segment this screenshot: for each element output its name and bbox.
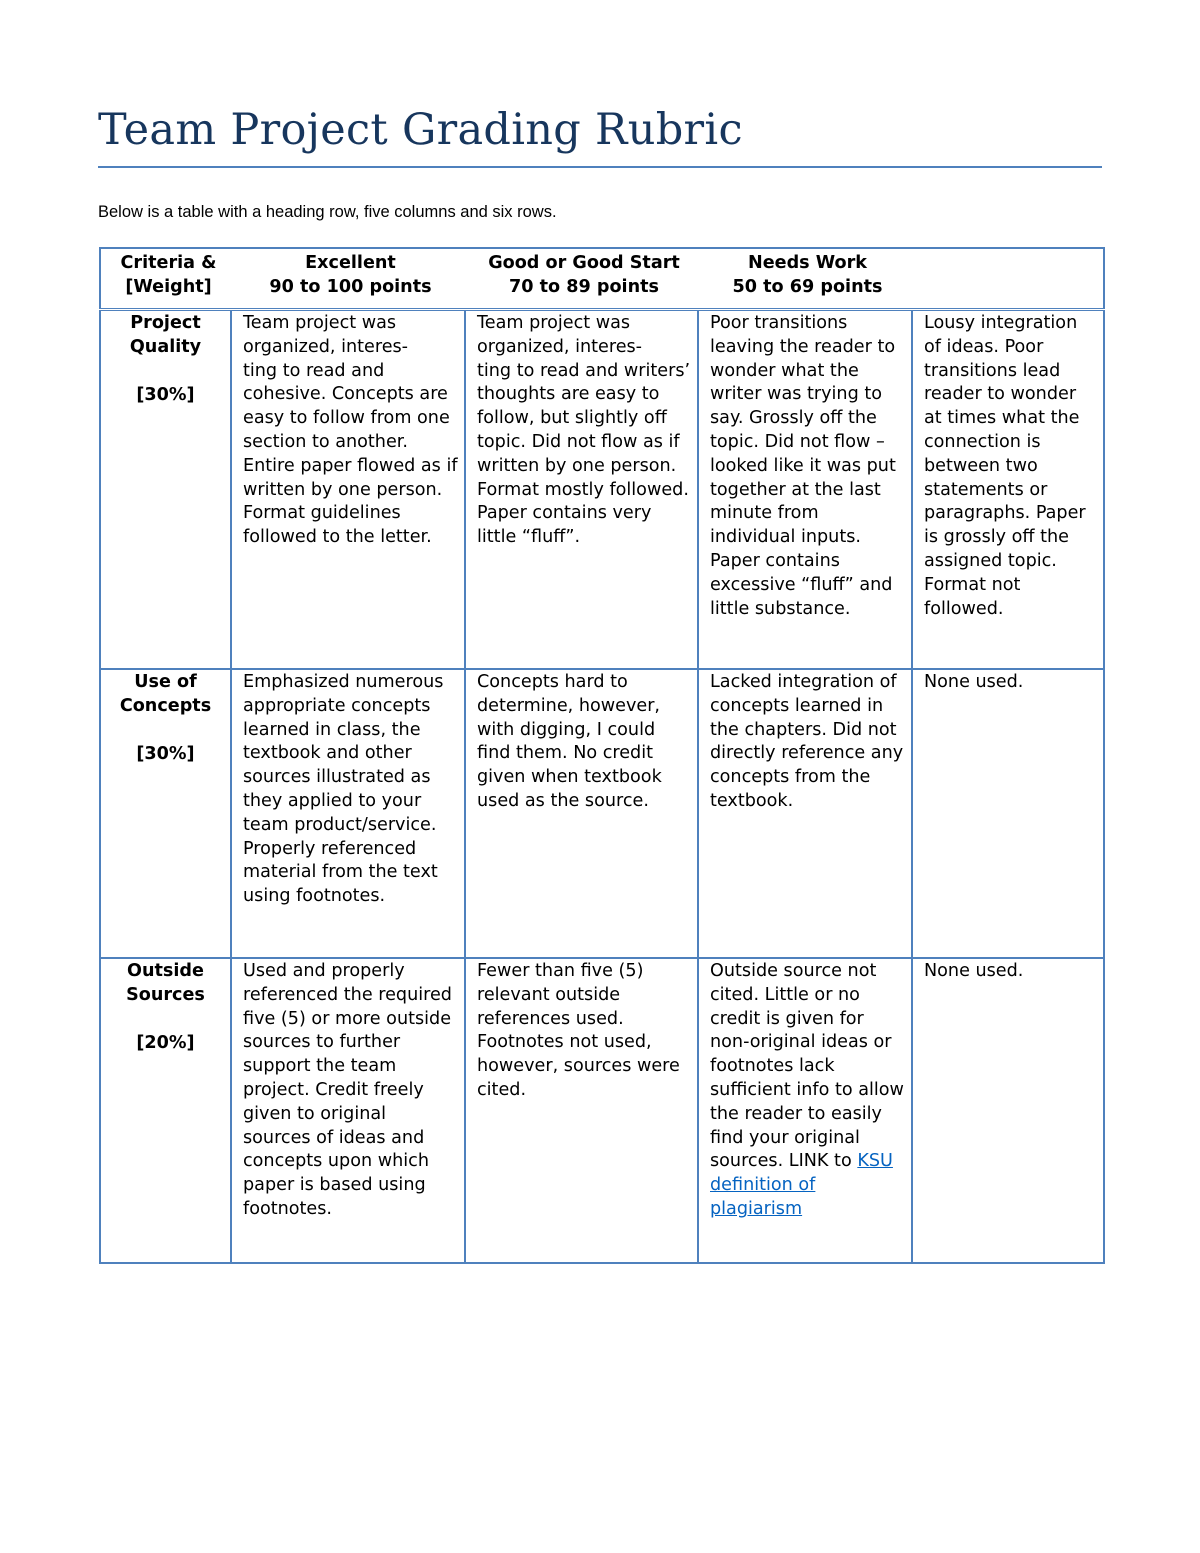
- poor-cell: None used.: [912, 669, 1104, 958]
- criteria-weight: [30%]: [136, 384, 195, 405]
- header-good-points: 70 to 89 points: [509, 276, 659, 297]
- ksu-plagiarism-link[interactable]: KSU definition of plagiarism: [710, 1151, 893, 1219]
- title-divider: [98, 166, 1102, 168]
- header-row: [100, 248, 1104, 310]
- header-excellent-label: Excellent: [305, 253, 396, 273]
- table-row: [100, 310, 1104, 670]
- excellent-cell: Team project was organized, interes- ting to read and cohesive. Concepts are easy to follow from one section to another. Entire paper flowed as if written by one person. Format guidelines followed to the letter.: [231, 310, 465, 670]
- criteria-name: Project Quality: [129, 313, 202, 357]
- needs-work-cell: Lacked integration of concepts learned in the chapters. Did not directly reference any concepts from the textbook.: [698, 669, 912, 958]
- header-criteria-line2: [Weight]: [125, 276, 212, 297]
- criteria-name: Use of Concepts: [119, 672, 212, 716]
- poor-cell: None used.: [912, 958, 1104, 1263]
- header-excellent-points: 90 to 100 points: [269, 276, 432, 297]
- table-row: [100, 958, 1104, 1263]
- header-good: [465, 248, 698, 310]
- header-last: [912, 248, 1104, 310]
- criteria-cell: [100, 310, 231, 670]
- needs-work-cell: Poor transitions leaving the reader to wonder what the writer was trying to say. Grossly off the topic. Did not flow – looked like it was put together at the last minute from individual inputs. Paper contains excessive “fluff” and little substance.: [698, 310, 912, 670]
- header-needs-work-points: 50 to 69 points: [732, 276, 883, 297]
- criteria-cell: [100, 669, 231, 958]
- excellent-cell: Used and properly referenced the required five (5) or more outside sources to further support the team project. Credit freely given to original sources of ideas and concepts upon which paper is based using footnotes.: [231, 958, 465, 1263]
- criteria-weight: [30%]: [136, 743, 195, 764]
- header-criteria: [100, 248, 231, 310]
- header-criteria-line1: Criteria &: [120, 253, 217, 273]
- header-excellent: [231, 248, 465, 310]
- criteria-cell: [100, 958, 231, 1263]
- good-cell: Team project was organized, interes- ting to read and writers’ thoughts are easy to follow, but slightly off topic. Did not flow as if written by one person. Format mostly followed. Paper contains very little “fluff”.: [465, 310, 698, 670]
- criteria-weight: [20%]: [136, 1032, 195, 1053]
- intro-text: Below is a table with a heading row, five columns and six rows.: [98, 203, 557, 221]
- header-good-label: Good or Good Start: [488, 253, 680, 273]
- needs-work-text: Outside source not cited. Little or no credit is given for non-original ideas or footnotes lack sufficient info to allow the reader to easily find your original sources. LINK to: [710, 961, 904, 1172]
- header-needs-work-label: Needs Work: [747, 253, 868, 273]
- poor-cell: Lousy integration of ideas. Poor transitions lead reader to wonder at times what the connection is between two statements or paragraphs. Paper is grossly off the assigned topic. Format not followed.: [912, 310, 1104, 670]
- header-needs-work: [698, 248, 912, 310]
- good-cell: Fewer than five (5) relevant outside references used. Footnotes not used, however, sources were cited.: [465, 958, 698, 1263]
- good-cell: Concepts hard to determine, however, with digging, I could find them. No credit given when textbook used as the source.: [465, 669, 698, 958]
- page-title: Team Project Grading Rubric: [98, 105, 743, 155]
- table-row: [100, 669, 1104, 958]
- needs-work-cell: [698, 958, 912, 1263]
- excellent-cell: Emphasized numerous appropriate concepts learned in class, the textbook and other sources illustrated as they applied to your team product/service. Properly referenced material from the text using footnotes.: [231, 669, 465, 958]
- rubric-table: [99, 247, 1105, 1264]
- criteria-name: Outside Sources: [126, 961, 205, 1005]
